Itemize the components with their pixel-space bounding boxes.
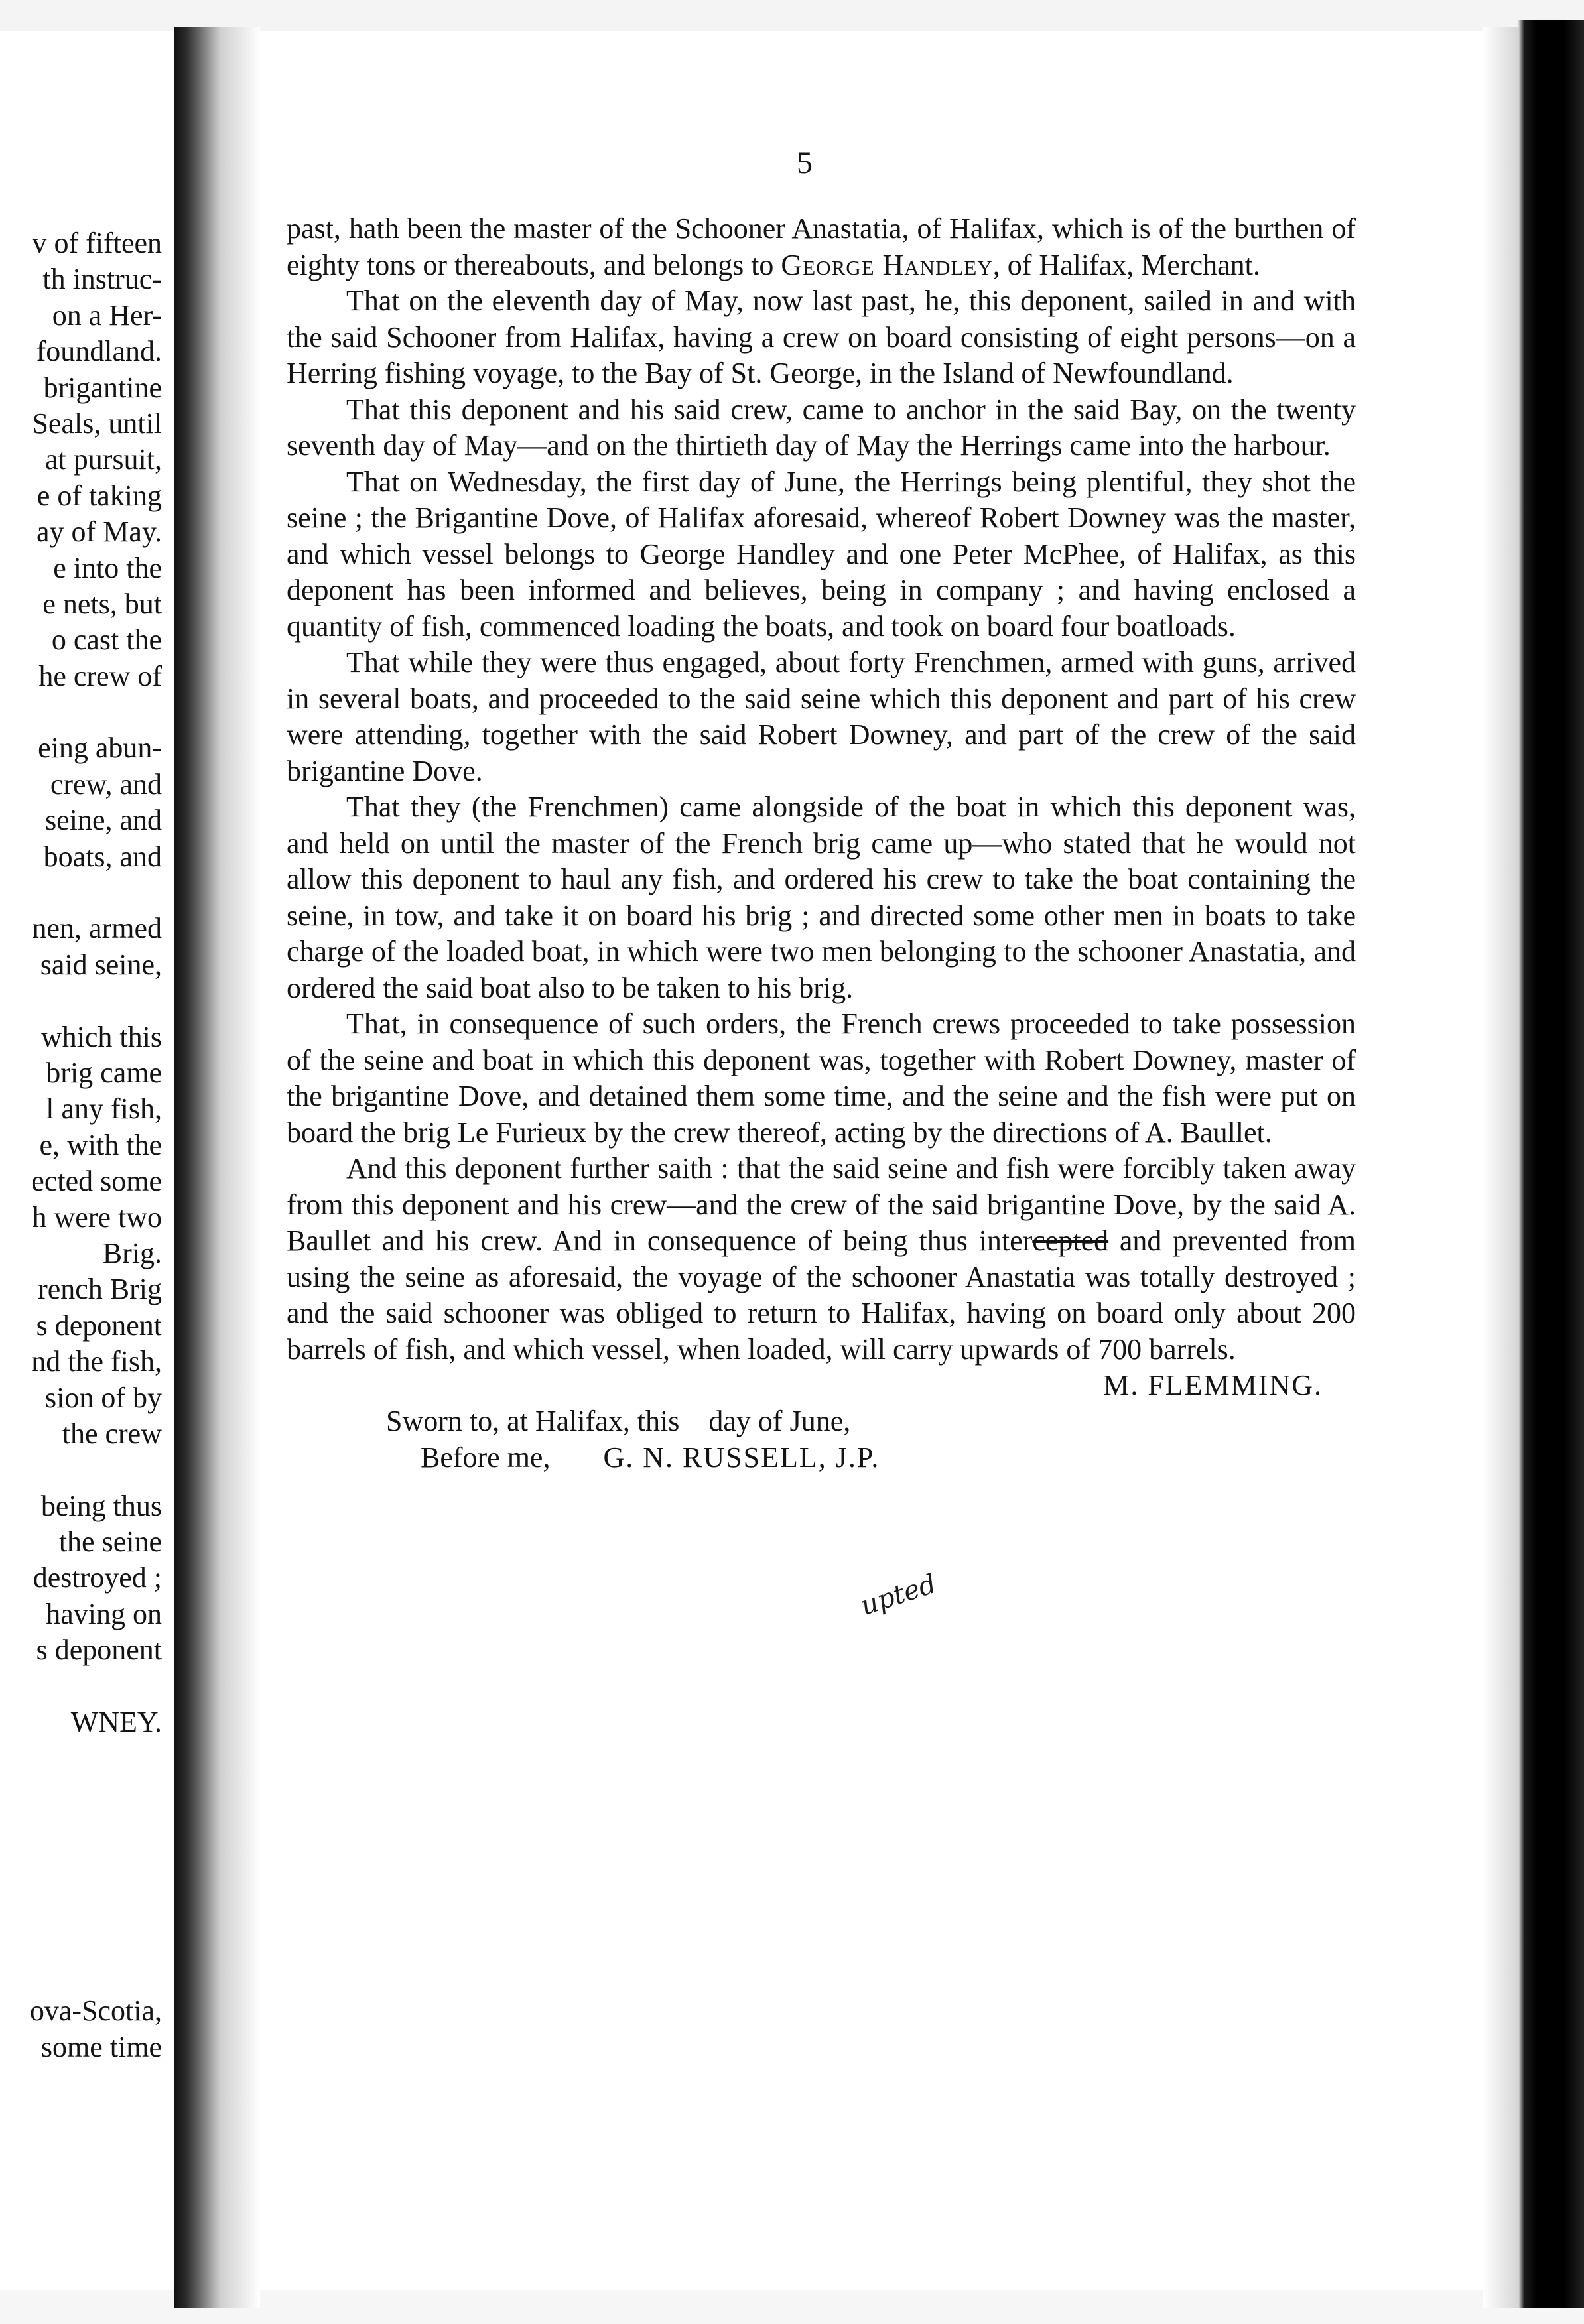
left-page-line: which this: [40, 1020, 162, 1053]
left-page-line: eing abun-: [38, 732, 162, 765]
left-page-line: l any fish,: [46, 1092, 162, 1126]
left-page-line: [0, 1957, 162, 1993]
page-shadow: [1483, 27, 1518, 2308]
left-page-line: brigantine: [43, 371, 162, 404]
left-page-line: said seine,: [40, 948, 162, 981]
paragraph: That they (the Frenchmen) came alongside of the boat in which this deponent was, and held on until the master of the French brig came up—who stated that he would not allow this deponent to haul any fish, and ordered his crew to take the boat containing the seine, in tow, and take it on board his brig ; and directed some other men in boats to take charge of the loaded boat, in which were two men belonging to the schooner Anastatia, and ordered the said boat also to be taken to his brig.: [287, 791, 1356, 1004]
left-page-line: Brig.: [102, 1236, 162, 1269]
left-page-line: WNEY.: [70, 1706, 162, 1739]
left-page-line: ected some: [31, 1165, 162, 1198]
signature-line: [287, 1368, 1356, 1403]
left-page-line: nd the fish,: [31, 1345, 162, 1378]
sworn-line: [287, 1403, 1356, 1440]
handwritten-correction: upted: [856, 1569, 940, 1622]
left-page-line: v of fifteen: [32, 227, 162, 259]
left-page-line: s deponent: [36, 1309, 162, 1342]
left-page-line: [0, 1813, 162, 1848]
left-page-line: [0, 1849, 162, 1885]
left-page-line: Seals, until: [32, 407, 162, 440]
paragraph: That on the eleventh day of May, now last past, he, this deponent, sailed in and with the said Schooner from Halifax, having a crew on board consisting of eight persons—on a Herring fishing voyage, to the Bay of St. George, in the Island of Newfoundland.: [287, 285, 1356, 389]
left-page-line: foundland.: [36, 335, 162, 368]
left-page-line: [0, 983, 162, 1019]
signature: M. FLEMMING.: [1103, 1369, 1323, 1401]
sworn-prefix: Sworn to, at Halifax, this: [386, 1405, 680, 1437]
left-page-line: nen, armed: [32, 912, 162, 945]
left-page-line: s deponent: [36, 1634, 162, 1667]
left-page-line: crew, and: [50, 767, 162, 801]
paragraph: That while they were thus engaged, about forty Frenchmen, armed with guns, arrived in several boats, and proceeded to the said seine which this deponent and part of his crew were attending, together with the said Robert Downey, and part of the crew of the said brigantine Dove.: [287, 646, 1356, 787]
left-page-line: brig came: [46, 1056, 162, 1089]
left-page-line: the seine: [58, 1525, 162, 1559]
left-page-line: sion of by: [45, 1381, 162, 1414]
left-page-line: ova-Scotia,: [29, 1994, 162, 2028]
left-page-line: the crew: [62, 1417, 162, 1450]
sworn-suffix: day of June,: [708, 1405, 851, 1437]
deposition-text: [287, 211, 1356, 1476]
left-page-line: [0, 1740, 162, 1776]
left-page-line: on a Her-: [52, 298, 162, 332]
paragraph: past, hath been the master of the Schooner Anastatia, of Halifax, which is of the burthen of eighty tons or thereabouts, and belongs to George Handley, of Halifax, Merchant.: [287, 212, 1356, 281]
left-page-line: he crew of: [38, 659, 162, 692]
left-page-line: e nets, but: [42, 587, 162, 620]
left-page-line: seine, and: [45, 804, 162, 837]
left-page-line: some time: [40, 2030, 162, 2063]
paragraph: That, in consequence of such orders, the French crews proceeded to take possession of the seine and boat in which this deponent was, together with Robert Downey, master of the brigantine Dove, and detained them some time, and the seine and the fish were put on board the brig Le Furieux by the crew thereof, acting by the directions of A. Baullet.: [287, 1007, 1356, 1149]
page-number: 5: [797, 145, 813, 180]
final-paragraph: [287, 1151, 1356, 1368]
paragraph: That on Wednesday, the first day of June, the Herrings being plentiful, they shot the seine ; the Brigantine Dove, of Halifax aforesaid, whereof Robert Downey was the master, and which vessel belongs to George Handley and one Peter McPhee, of Halifax, as this deponent has been informed and believes, being in company ; and having enclosed a quantity of fish, commenced loading the boats, and took on board four boatloads.: [287, 465, 1356, 643]
left-page-line: e into the: [53, 551, 162, 584]
left-page-line: h were two: [32, 1200, 162, 1234]
left-page-line: [0, 1921, 162, 1957]
left-page-line: boats, and: [43, 840, 162, 873]
left-page-line: at pursuit,: [45, 443, 162, 476]
left-page-line: o cast the: [51, 623, 162, 657]
left-page-line: [0, 1885, 162, 1921]
struck-text: cepted: [1032, 1224, 1109, 1257]
final-paragraph-start: And this deponent further saith : that the said seine and fish were forcibly taken away from this deponent and his crew—and the crew of the said brigantine Dove, by the said A. Baullet and his crew. And in consequence of being thus inter: [287, 1152, 1356, 1257]
left-page-line: th instruc-: [42, 263, 162, 296]
paragraph: That this deponent and his said crew, came to anchor in the said Bay, on the twenty seventh day of May—and on the thirtieth day of May the Herrings came into the harbour.: [287, 393, 1356, 462]
before-label: Before me,: [421, 1441, 551, 1474]
left-page-line: [0, 1669, 162, 1705]
justice-name: G. N. RUSSELL, J.P.: [603, 1441, 880, 1474]
left-page-line: [0, 1452, 162, 1488]
left-page-line: being thus: [40, 1489, 162, 1522]
left-page-fragment: [0, 226, 162, 2065]
scan-right-edge: [1518, 20, 1584, 2308]
left-page-line: [0, 875, 162, 911]
left-page-line: ay of May.: [36, 515, 162, 549]
left-page-line: e of taking: [36, 479, 162, 512]
book-gutter: [174, 27, 260, 2308]
left-page-line: [0, 694, 162, 730]
left-page-line: rench Brig: [38, 1273, 162, 1306]
before-line: [287, 1440, 1356, 1476]
left-page-line: having on: [46, 1597, 162, 1630]
left-page-line: [0, 1777, 162, 1813]
paragraph-list: [287, 211, 1356, 1151]
left-page-line: e, with the: [39, 1128, 162, 1161]
left-page-line: destroyed ;: [33, 1561, 162, 1594]
final-paragraph-end: and prevented from using the seine as aforesaid, the voyage of the schooner Anastatia was totally destroyed ; and the said schooner was obliged to return to Halifax, having on board only about 200 barrels of fish, and which vessel, when loaded, will carry upwards of 700 barrels.: [287, 1224, 1356, 1366]
